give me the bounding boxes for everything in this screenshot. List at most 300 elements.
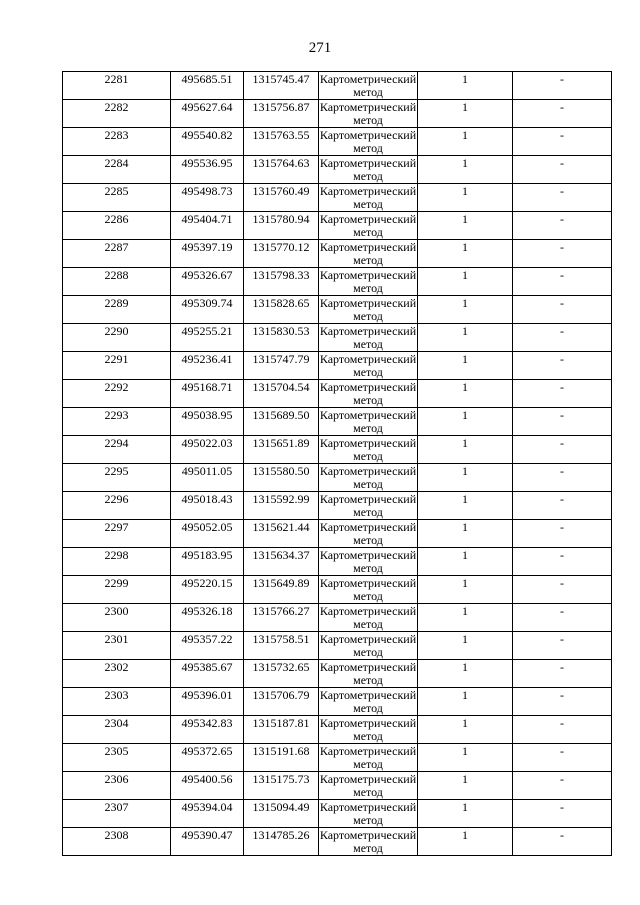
description-cell [513,436,612,464]
x-coordinate-cell-text: 495390.47 [181,828,233,842]
y-coordinate-cell-text: 1315175.73 [252,772,310,786]
y-coordinate-cell [244,828,319,856]
description-cell-text: - [560,828,564,842]
point-number-cell-text: 2295 [104,464,129,478]
accuracy-cell [418,408,513,436]
x-coordinate-cell [171,744,244,772]
method-cell [319,436,418,464]
accuracy-cell-text: 1 [462,492,468,506]
y-coordinate-cell [244,492,319,520]
point-number-cell-text: 2289 [104,296,129,310]
description-cell-text: - [560,800,564,814]
method-cell [319,716,418,744]
y-coordinate-cell [244,688,319,716]
accuracy-cell-text: 1 [462,352,468,366]
description-cell [513,604,612,632]
method-cell [319,464,418,492]
point-number-cell-text: 2291 [104,352,129,366]
x-coordinate-cell [171,800,244,828]
y-coordinate-cell [244,632,319,660]
point-number-cell [63,324,171,352]
description-cell-text: - [560,380,564,394]
x-coordinate-cell [171,828,244,856]
point-number-cell-text: 2284 [104,156,129,170]
y-coordinate-cell [244,436,319,464]
accuracy-cell-text: 1 [462,576,468,590]
description-cell [513,352,612,380]
table-row [63,100,612,128]
point-number-cell [63,408,171,436]
x-coordinate-cell [171,100,244,128]
accuracy-cell [418,156,513,184]
y-coordinate-cell-text: 1315758.51 [252,632,310,646]
description-cell [513,828,612,856]
y-coordinate-cell-text: 1315745.47 [252,72,310,86]
table-row [63,212,612,240]
x-coordinate-cell [171,240,244,268]
table-row [63,688,612,716]
table-row [63,156,612,184]
method-cell-text: Картометрический метод [319,380,417,407]
accuracy-cell-text: 1 [462,744,468,758]
x-coordinate-cell [171,436,244,464]
x-coordinate-cell-text: 495396.01 [181,688,233,702]
x-coordinate-cell [171,324,244,352]
y-coordinate-cell [244,268,319,296]
table-body [63,72,612,856]
method-cell [319,520,418,548]
point-number-cell [63,772,171,800]
point-number-cell-text: 2298 [104,548,129,562]
method-cell-text: Картометрический метод [319,184,417,211]
x-coordinate-cell [171,716,244,744]
method-cell-text: Картометрический метод [319,408,417,435]
description-cell-text: - [560,296,564,310]
description-cell-text: - [560,352,564,366]
table-row [63,772,612,800]
point-number-cell-text: 2300 [104,604,129,618]
y-coordinate-cell-text: 1314785.26 [252,828,310,842]
x-coordinate-cell [171,212,244,240]
accuracy-cell-text: 1 [462,184,468,198]
method-cell-text: Картометрический метод [319,660,417,687]
point-number-cell-text: 2292 [104,380,129,394]
point-number-cell-text: 2285 [104,184,129,198]
description-cell [513,268,612,296]
description-cell-text: - [560,492,564,506]
point-number-cell [63,128,171,156]
description-cell-text: - [560,72,564,86]
point-number-cell-text: 2308 [104,828,129,842]
method-cell-text: Картометрический метод [319,520,417,547]
table-row [63,744,612,772]
y-coordinate-cell-text: 1315798.33 [252,268,310,282]
point-number-cell-text: 2305 [104,744,129,758]
y-coordinate-cell-text: 1315732.65 [252,660,310,674]
y-coordinate-cell [244,800,319,828]
y-coordinate-cell-text: 1315747.79 [252,352,310,366]
point-number-cell [63,156,171,184]
x-coordinate-cell-text: 495372.65 [181,744,233,758]
x-coordinate-cell-text: 495385.67 [181,660,233,674]
x-coordinate-cell-text: 495394.04 [181,800,233,814]
y-coordinate-cell-text: 1315704.54 [252,380,310,394]
table-row [63,296,612,324]
method-cell-text: Картометрический метод [319,324,417,351]
description-cell-text: - [560,520,564,534]
accuracy-cell [418,464,513,492]
accuracy-cell-text: 1 [462,380,468,394]
x-coordinate-cell-text: 495052.05 [181,520,233,534]
accuracy-cell [418,492,513,520]
point-number-cell-text: 2281 [104,72,129,86]
y-coordinate-cell [244,128,319,156]
description-cell-text: - [560,268,564,282]
accuracy-cell-text: 1 [462,548,468,562]
method-cell [319,268,418,296]
point-number-cell [63,520,171,548]
y-coordinate-cell [244,240,319,268]
point-number-cell [63,72,171,100]
accuracy-cell-text: 1 [462,72,468,86]
accuracy-cell [418,828,513,856]
accuracy-cell-text: 1 [462,268,468,282]
table-row [63,380,612,408]
table-row [63,520,612,548]
accuracy-cell [418,212,513,240]
accuracy-cell [418,128,513,156]
y-coordinate-cell-text: 1315094.49 [252,800,310,814]
accuracy-cell-text: 1 [462,212,468,226]
point-number-cell-text: 2282 [104,100,129,114]
method-cell [319,800,418,828]
method-cell-text: Картометрический метод [319,716,417,743]
description-cell [513,744,612,772]
y-coordinate-cell [244,744,319,772]
accuracy-cell-text: 1 [462,688,468,702]
point-number-cell-text: 2303 [104,688,129,702]
accuracy-cell [418,72,513,100]
description-cell [513,660,612,688]
accuracy-cell-text: 1 [462,772,468,786]
method-cell-text: Картометрический метод [319,268,417,295]
point-number-cell-text: 2304 [104,716,129,730]
point-number-cell-text: 2307 [104,800,129,814]
accuracy-cell-text: 1 [462,716,468,730]
accuracy-cell [418,688,513,716]
accuracy-cell [418,380,513,408]
y-coordinate-cell [244,100,319,128]
y-coordinate-cell-text: 1315766.27 [252,604,310,618]
point-number-cell-text: 2297 [104,520,129,534]
y-coordinate-cell-text: 1315764.63 [252,156,310,170]
x-coordinate-cell [171,156,244,184]
y-coordinate-cell [244,184,319,212]
method-cell-text: Картометрический метод [319,352,417,379]
description-cell-text: - [560,548,564,562]
method-cell-text: Картометрический метод [319,772,417,799]
x-coordinate-cell-text: 495220.15 [181,576,233,590]
y-coordinate-cell-text: 1315706.79 [252,688,310,702]
y-coordinate-cell [244,352,319,380]
accuracy-cell [418,268,513,296]
x-coordinate-cell-text: 495540.82 [181,128,233,142]
x-coordinate-cell [171,660,244,688]
point-number-cell [63,716,171,744]
point-number-cell-text: 2290 [104,324,129,338]
method-cell-text: Картометрический метод [319,828,417,855]
accuracy-cell [418,436,513,464]
method-cell [319,828,418,856]
description-cell-text: - [560,408,564,422]
method-cell-text: Картометрический метод [319,576,417,603]
x-coordinate-cell [171,380,244,408]
point-number-cell [63,436,171,464]
x-coordinate-cell [171,268,244,296]
y-coordinate-cell [244,576,319,604]
accuracy-cell [418,660,513,688]
description-cell-text: - [560,744,564,758]
description-cell [513,464,612,492]
table-row [63,492,612,520]
x-coordinate-cell-text: 495326.67 [181,268,233,282]
x-coordinate-cell [171,520,244,548]
method-cell-text: Картометрический метод [319,800,417,827]
method-cell [319,212,418,240]
point-number-cell [63,632,171,660]
table-row [63,548,612,576]
description-cell-text: - [560,772,564,786]
description-cell [513,576,612,604]
description-cell-text: - [560,184,564,198]
y-coordinate-cell-text: 1315634.37 [252,548,310,562]
table-row [63,660,612,688]
accuracy-cell-text: 1 [462,324,468,338]
description-cell-text: - [560,660,564,674]
table-row [63,408,612,436]
x-coordinate-cell-text: 495326.18 [181,604,233,618]
y-coordinate-cell [244,380,319,408]
y-coordinate-cell-text: 1315580.50 [252,464,310,478]
description-cell [513,716,612,744]
y-coordinate-cell [244,156,319,184]
y-coordinate-cell [244,772,319,800]
table-row [63,324,612,352]
method-cell-text: Картометрический метод [319,632,417,659]
description-cell [513,800,612,828]
accuracy-cell-text: 1 [462,296,468,310]
method-cell-text: Картометрический метод [319,744,417,771]
x-coordinate-cell [171,604,244,632]
x-coordinate-cell-text: 495685.51 [181,72,233,86]
description-cell [513,128,612,156]
method-cell [319,576,418,604]
method-cell [319,380,418,408]
x-coordinate-cell-text: 495255.21 [181,324,233,338]
accuracy-cell-text: 1 [462,156,468,170]
x-coordinate-cell-text: 495309.74 [181,296,233,310]
accuracy-cell-text: 1 [462,436,468,450]
x-coordinate-cell-text: 495404.71 [181,212,233,226]
point-number-cell [63,800,171,828]
x-coordinate-cell-text: 495022.03 [181,436,233,450]
accuracy-cell-text: 1 [462,408,468,422]
description-cell [513,212,612,240]
coordinates-table [62,71,612,856]
description-cell-text: - [560,632,564,646]
table-row [63,464,612,492]
description-cell-text: - [560,212,564,226]
description-cell-text: - [560,716,564,730]
description-cell [513,380,612,408]
y-coordinate-cell [244,660,319,688]
table-row [63,604,612,632]
table-row [63,716,612,744]
x-coordinate-cell [171,576,244,604]
table-row [63,128,612,156]
method-cell-text: Картометрический метод [319,492,417,519]
point-number-cell-text: 2287 [104,240,129,254]
y-coordinate-cell-text: 1315760.49 [252,184,310,198]
x-coordinate-cell-text: 495400.56 [181,772,233,786]
method-cell [319,688,418,716]
table-row [63,800,612,828]
method-cell-text: Картометрический метод [319,72,417,99]
x-coordinate-cell-text: 495168.71 [181,380,233,394]
method-cell-text: Картометрический метод [319,212,417,239]
accuracy-cell [418,548,513,576]
accuracy-cell [418,352,513,380]
accuracy-cell [418,240,513,268]
y-coordinate-cell-text: 1315651.89 [252,436,310,450]
description-cell-text: - [560,156,564,170]
accuracy-cell [418,184,513,212]
y-coordinate-cell-text: 1315780.94 [252,212,310,226]
accuracy-cell-text: 1 [462,100,468,114]
y-coordinate-cell-text: 1315187.81 [252,716,310,730]
description-cell [513,100,612,128]
table-row [63,436,612,464]
point-number-cell-text: 2306 [104,772,129,786]
method-cell-text: Картометрический метод [319,548,417,575]
method-cell [319,632,418,660]
accuracy-cell [418,520,513,548]
method-cell [319,492,418,520]
method-cell [319,548,418,576]
description-cell-text: - [560,576,564,590]
x-coordinate-cell-text: 495536.95 [181,156,233,170]
x-coordinate-cell-text: 495011.05 [181,464,233,478]
description-cell [513,520,612,548]
accuracy-cell-text: 1 [462,128,468,142]
point-number-cell [63,660,171,688]
page-number: 271 [308,40,332,56]
method-cell [319,184,418,212]
point-number-cell-text: 2288 [104,268,129,282]
y-coordinate-cell [244,212,319,240]
y-coordinate-cell-text: 1315191.68 [252,744,310,758]
point-number-cell [63,576,171,604]
table-row [63,268,612,296]
y-coordinate-cell [244,464,319,492]
method-cell [319,100,418,128]
description-cell-text: - [560,100,564,114]
y-coordinate-cell [244,520,319,548]
point-number-cell [63,184,171,212]
point-number-cell [63,100,171,128]
point-number-cell-text: 2301 [104,632,129,646]
method-cell-text: Картометрический метод [319,296,417,323]
y-coordinate-cell [244,548,319,576]
accuracy-cell [418,100,513,128]
y-coordinate-cell [244,604,319,632]
point-number-cell [63,828,171,856]
description-cell [513,632,612,660]
accuracy-cell-text: 1 [462,464,468,478]
table-row [63,828,612,856]
y-coordinate-cell [244,408,319,436]
description-cell [513,688,612,716]
point-number-cell-text: 2283 [104,128,129,142]
y-coordinate-cell [244,716,319,744]
description-cell-text: - [560,324,564,338]
description-cell [513,240,612,268]
x-coordinate-cell [171,464,244,492]
x-coordinate-cell [171,408,244,436]
y-coordinate-cell-text: 1315592.99 [252,492,310,506]
point-number-cell [63,268,171,296]
y-coordinate-cell-text: 1315828.65 [252,296,310,310]
method-cell-text: Картометрический метод [319,156,417,183]
accuracy-cell [418,772,513,800]
method-cell [319,324,418,352]
method-cell [319,296,418,324]
x-coordinate-cell [171,548,244,576]
method-cell-text: Картометрический метод [319,100,417,127]
point-number-cell [63,352,171,380]
description-cell-text: - [560,688,564,702]
y-coordinate-cell [244,72,319,100]
point-number-cell [63,380,171,408]
method-cell-text: Картометрический метод [319,436,417,463]
description-cell [513,156,612,184]
accuracy-cell-text: 1 [462,800,468,814]
description-cell-text: - [560,128,564,142]
method-cell-text: Картометрический метод [319,604,417,631]
x-coordinate-cell-text: 495397.19 [181,240,233,254]
x-coordinate-cell-text: 495357.22 [181,632,233,646]
method-cell [319,72,418,100]
y-coordinate-cell-text: 1315770.12 [252,240,310,254]
x-coordinate-cell [171,72,244,100]
point-number-cell [63,744,171,772]
description-cell-text: - [560,464,564,478]
y-coordinate-cell [244,324,319,352]
x-coordinate-cell [171,688,244,716]
y-coordinate-cell-text: 1315763.55 [252,128,310,142]
point-number-cell [63,548,171,576]
point-number-cell-text: 2296 [104,492,129,506]
x-coordinate-cell-text: 495627.64 [181,100,233,114]
point-number-cell [63,240,171,268]
accuracy-cell [418,324,513,352]
description-cell-text: - [560,436,564,450]
point-number-cell [63,604,171,632]
x-coordinate-cell [171,492,244,520]
description-cell [513,548,612,576]
x-coordinate-cell-text: 495018.43 [181,492,233,506]
point-number-cell-text: 2286 [104,212,129,226]
